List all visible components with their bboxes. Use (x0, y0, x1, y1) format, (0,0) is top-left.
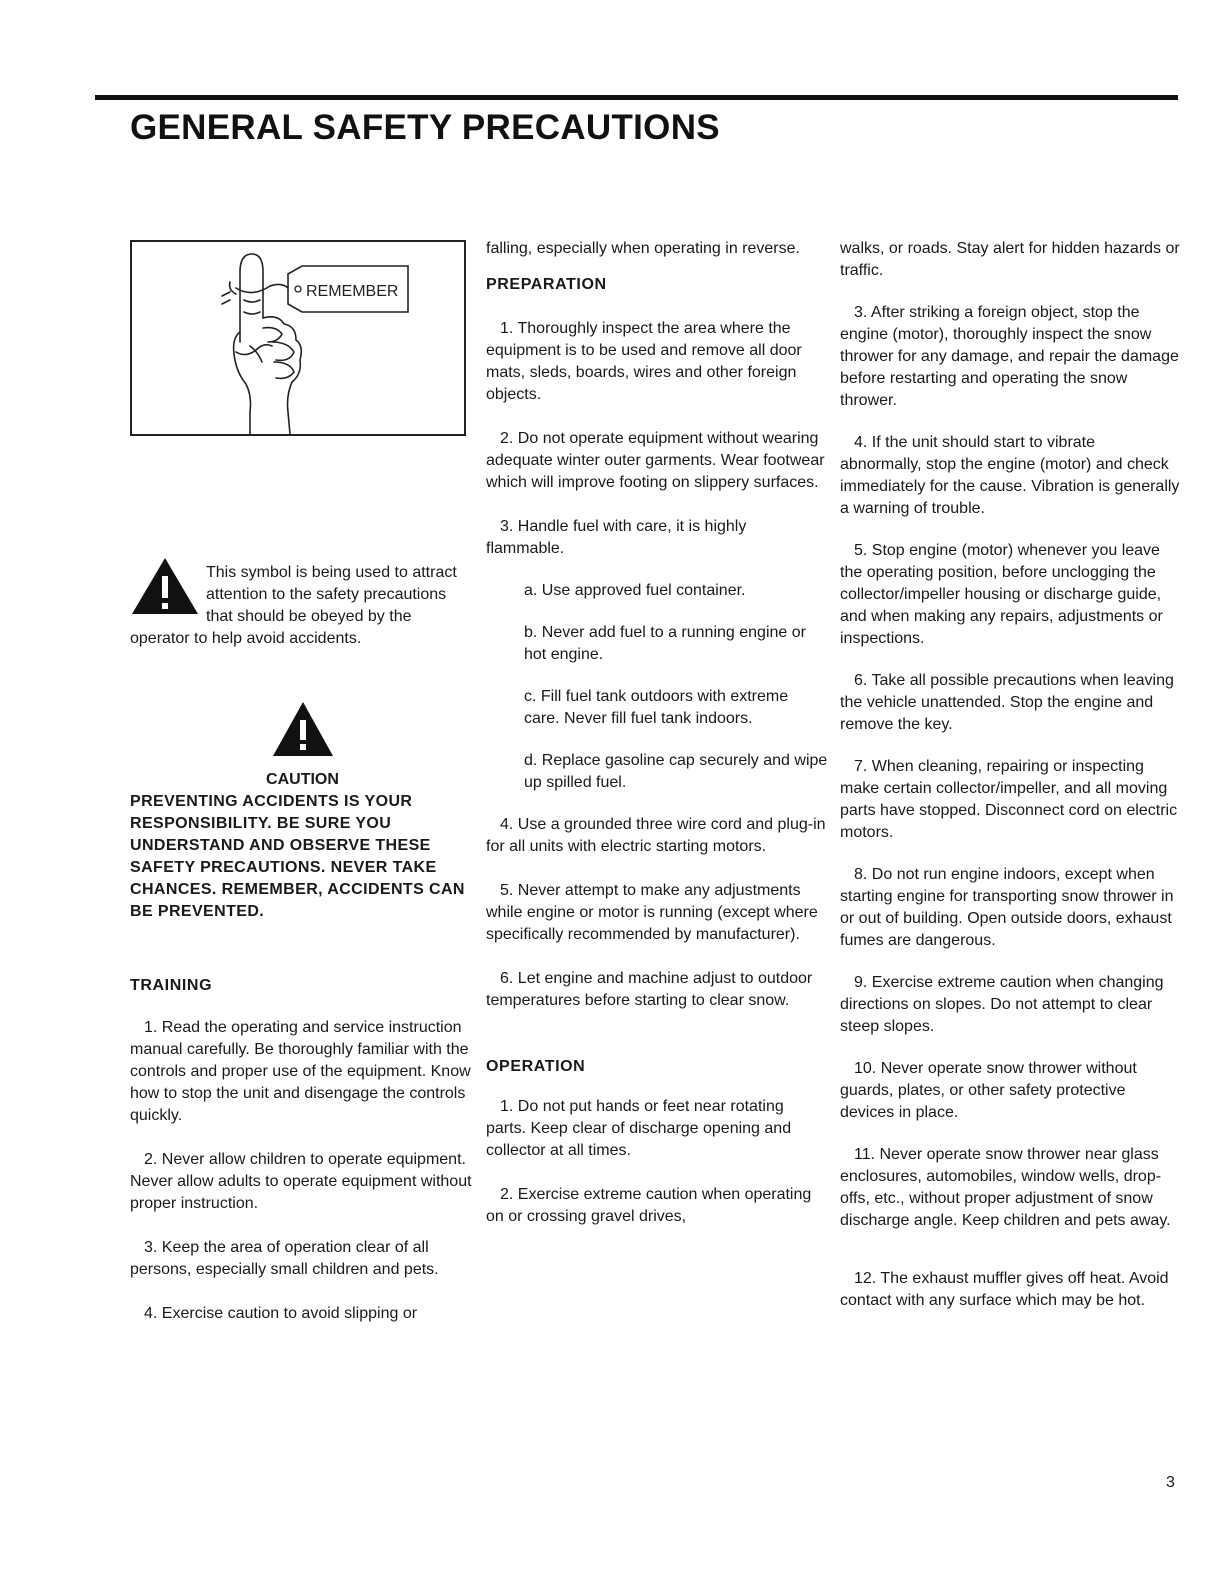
operation-item-9: 9. Exercise extreme caution when changing directions on slopes. Do not attempt to clear steep slopes. (840, 974, 1164, 1035)
operation-item-2-continued: walks, or roads. Stay alert for hidden hazards or traffic. (840, 240, 1180, 279)
training-item-3: 3. Keep the area of operation clear of all persons, especially small children and pets. (130, 1239, 439, 1278)
caution-block (130, 700, 475, 791)
page-title: GENERAL SAFETY PRECAUTIONS (130, 108, 720, 147)
training-item-4-continued: falling, especially when operating in reverse. (486, 240, 800, 257)
preparation-item-2: 2. Do not operate equipment without wearing adequate winter outer garments. Wear footwear which will improve footing on slippery surfaces. (486, 430, 825, 491)
training-heading: TRAINING (130, 977, 213, 994)
operation-item-5: 5. Stop engine (motor) whenever you leave the operating position, before unclogging the collector/impeller housing or discharge guide, and when making any repairs, adjustments or inspections. (840, 542, 1163, 647)
symbol-note-text: This symbol is being used to attract attention to the safety precautions that should be obeyed by the operator to help avoid accidents. (130, 564, 457, 647)
preparation-heading: PREPARATION (486, 276, 607, 293)
operation-item-6: 6. Take all possible precautions when leaving the vehicle unattended. Stop the engine and remove the key. (840, 672, 1174, 733)
operation-item-3: 3. After striking a foreign object, stop the engine (motor), thoroughly inspect the snow thrower for any damage, and repair the damage before restarting and operating the snow thrower. (840, 304, 1179, 409)
symbol-note (130, 556, 475, 650)
preparation-item-4: 4. Use a grounded three wire cord and plug-in for all units with electric starting motors. (486, 816, 826, 855)
preparation-subitem-d: d. Replace gasoline cap securely and wipe up spilled fuel. (524, 752, 828, 791)
operation-item-2: 2. Exercise extreme caution when operating on or crossing gravel drives, (486, 1186, 812, 1225)
preparation-item-3: 3. Handle fuel with care, it is highly flammable. (486, 518, 747, 557)
training-item-2: 2. Never allow children to operate equipment. Never allow adults to operate equipment without proper instruction. (130, 1151, 472, 1212)
training-item-1: 1. Read the operating and service instruction manual carefully. Be thoroughly familiar with the controls and proper use of the equipment. Know how to stop the unit and disengage the controls quickly. (130, 1019, 471, 1124)
remember-tag-label: REMEMBER (306, 283, 399, 300)
column-2 (486, 238, 828, 1228)
column-3 (840, 238, 1180, 1312)
operation-item-1: 1. Do not put hands or feet near rotating parts. Keep clear of discharge opening and collector at all times. (486, 1098, 792, 1159)
operation-item-4: 4. If the unit should start to vibrate abnormally, stop the engine (motor) and check immediately for the cause. Vibration is generally a warning of trouble. (840, 434, 1180, 517)
remember-illustration (130, 240, 466, 436)
warning-triangle-icon (130, 556, 200, 616)
preparation-subitem-c: c. Fill fuel tank outdoors with extreme care. Never fill fuel tank indoors. (524, 688, 789, 727)
caution-warning: PREVENTING ACCIDENTS IS YOUR RESPONSIBILITY. BE SURE YOU UNDERSTAND AND OBSERVE THESE SAFETY PRECAUTIONS. NEVER TAKE CHANCES. REMEMBER, ACCIDENTS CAN BE PREVENTED. (130, 793, 465, 920)
training-item-4: 4. Exercise caution to avoid slipping or (144, 1305, 418, 1322)
header-rule (95, 95, 1178, 100)
caution-label: CAUTION (266, 771, 339, 788)
operation-item-12: 12. The exhaust muffler gives off heat. Avoid contact with any surface which may be hot. (840, 1270, 1169, 1309)
preparation-item-6: 6. Let engine and machine adjust to outdoor temperatures before starting to clear snow. (486, 970, 813, 1009)
preparation-subitem-a: a. Use approved fuel container. (524, 582, 746, 599)
preparation-item-5: 5. Never attempt to make any adjustments while engine or motor is running (except where specifically recommended by manufacturer). (486, 882, 818, 943)
column-1 (130, 240, 475, 1325)
operation-item-7: 7. When cleaning, repairing or inspecting make certain collector/impeller, and all moving parts have stopped. Disconnect cord on electric motors. (840, 758, 1178, 841)
operation-item-8: 8. Do not run engine indoors, except when starting engine for transporting snow thrower in or out of building. Open outside doors, exhaust fumes are dangerous. (840, 866, 1174, 949)
operation-item-11: 11. Never operate snow thrower near glass enclosures, automobiles, window wells, drop-offs, etc., without proper adjustment of snow discharge angle. Keep children and pets away. (840, 1146, 1171, 1229)
operation-item-10: 10. Never operate snow thrower without guards, plates, or other safety protective devices in place. (840, 1060, 1137, 1121)
hand-icon (132, 242, 468, 438)
preparation-subitem-b: b. Never add fuel to a running engine or hot engine. (524, 624, 806, 663)
caution-triangle-icon (271, 700, 335, 758)
preparation-item-1: 1. Thoroughly inspect the area where the equipment is to be used and remove all door mats, sleds, boards, wires and other foreign objects. (486, 320, 802, 403)
operation-heading: OPERATION (486, 1058, 586, 1075)
page-number: 3 (1166, 1474, 1175, 1491)
